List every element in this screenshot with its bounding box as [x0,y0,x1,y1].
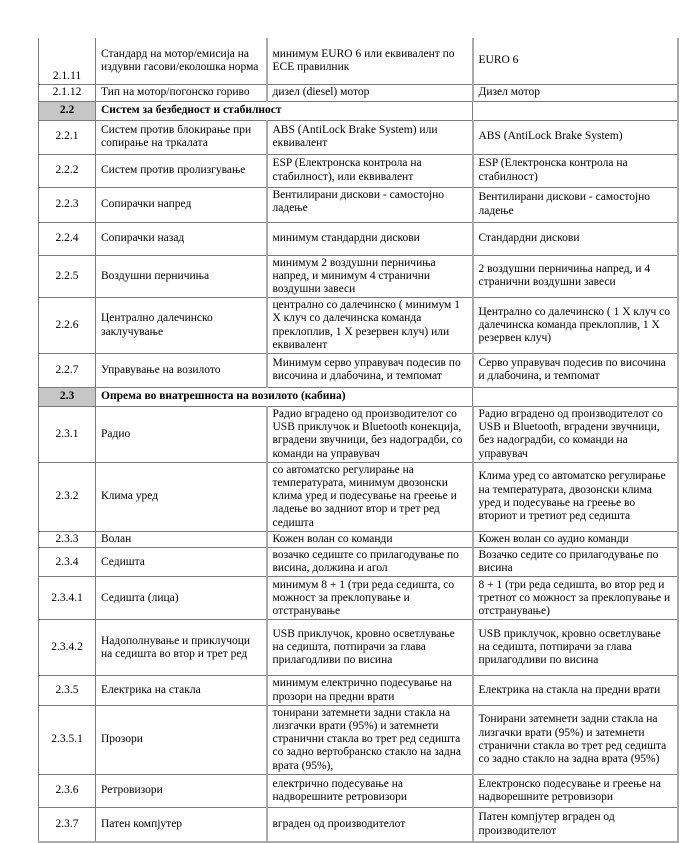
required-spec: електрично подесување на надворешните ретровизори [267,774,473,807]
item-name: Стандард на мотор/емисија на издувни гасови/еколошка норма [96,38,267,84]
table-row [39,547,678,576]
required-spec: ESP (Електронска контрола на стабилност), или еквивалент [267,154,473,187]
item-name: Тип на мотор/погонско гориво [96,84,267,101]
required-spec: Минимум серво управувач подесив по височина и длабочина, и темпомат [267,353,473,387]
offered-spec: ESP (Електронска контрола на стабилност) [473,154,678,187]
item-number: 2.2.2 [39,154,96,187]
item-name: Сопирачки напред [96,187,267,222]
offered-spec: Електрика на стакла на предни врати [473,676,678,705]
required-spec: тонирани затемнети задни стакла на лизгачки врати (95%) и затемнети странични стакла во трет ред седишта со задно вертобранско стакло на задна врата (95%), [267,705,473,774]
section-header-row [39,387,678,406]
table-row [39,38,678,84]
required-spec: вграден од производителот [267,807,473,842]
table-row [39,462,678,531]
required-spec: возачко седиште со прилагодување по висина, должина и агол [267,547,473,576]
document-page [38,38,677,843]
item-number: 2.3.4.2 [39,620,96,676]
section-number: 2.2 [39,101,96,120]
table-row [39,120,678,154]
table-row [39,807,678,842]
offered-spec: 2 воздушни перничиња напред, и 4 странични воздушни завеси [473,255,678,298]
item-name: Надополнување и приклучоци на седишта во втор и трет ред [96,620,267,676]
section-title: Опрема во внатрешноста на возилото (кабина) [96,387,473,406]
item-number: 2.2.7 [39,353,96,387]
item-number: 2.3.1 [39,406,96,462]
item-name: Воздушни перничиња [96,255,267,298]
section-number: 2.3 [39,387,96,406]
item-name: Централно далечинско заклучување [96,298,267,354]
required-spec: Кожен волан со команди [267,531,473,547]
item-number: 2.1.11 [39,38,96,84]
item-name: Систем против пролизгување [96,154,267,187]
table-row [39,620,678,676]
required-spec: минимум 2 воздушни перничиња напред, и минимум 4 странични воздушни завеси [267,255,473,298]
required-spec: Радио вградено од производителот со USB приклучок и Bluetooth конекција, вградени звучници, без надоградби, со команди на управувач [267,406,473,462]
offered-spec: Стандардни дискови [473,222,678,255]
table-row [39,774,678,807]
offered-spec: Радио вградено од производителот со USB и Bluetooth, вградени звучници, без надоградби, со команди на управувач [473,406,678,462]
offered-spec: Патен компјутер вграден од производителот [473,807,678,842]
item-name: Волан [96,531,267,547]
section-empty-cell [473,387,678,406]
item-number: 2.2.4 [39,222,96,255]
item-name: Патен компјутер [96,807,267,842]
item-number: 2.3.4 [39,547,96,576]
item-number: 2.3.6 [39,774,96,807]
item-number: 2.3.4.1 [39,577,96,620]
required-spec: минимум EURO 6 или еквивалент по ECE правилник [267,38,473,84]
section-header-row [39,101,678,120]
table-row [39,154,678,187]
item-name: Седишта [96,547,267,576]
required-spec: минимум електрично подесување на прозори на предни врати [267,676,473,705]
table-row [39,531,678,547]
offered-spec: Дизел мотор [473,84,678,101]
offered-spec: Клима уред со автоматско регулирање на температурата, двозонски клима уред и подесување на греење во вториот и третиот ред седишта [473,462,678,531]
offered-spec: ABS (AntiLock Brake System) [473,120,678,154]
offered-spec: Електронско подесување и греење на надворешните ретровизори [473,774,678,807]
required-spec: USB приклучок, кровно осветлување на седишта, потпирачи за глава прилагодливи по висина [267,620,473,676]
item-number: 2.3.2 [39,462,96,531]
item-number: 2.3.7 [39,807,96,842]
specification-table [38,38,679,843]
offered-spec: EURO 6 [473,38,678,84]
required-spec: Вентилирани дискови - самостојно ладење [267,187,473,222]
table-row [39,298,678,354]
offered-spec: 8 + 1 (три реда седишта, во втор ред и третнот со можност за преклопување и отстранување) [473,577,678,620]
item-name: Систем против блокирање при сопирање на тркалата [96,120,267,154]
section-title: Систем за безбедност и стабилност [96,101,473,120]
required-spec: централно со далечинско ( минимум 1 X клуч со далечинска команда преклоплив, 1 X резервен клуч) или еквивалент [267,298,473,354]
item-name: Радио [96,406,267,462]
item-number: 2.3.3 [39,531,96,547]
item-name: Седишта (лица) [96,577,267,620]
table-row [39,676,678,705]
required-spec: со автоматско регулирање на температурата, минимум двозонски клима уред и подесување на греење и ладење во задниот втор и трет ред седишта [267,462,473,531]
section-empty-cell [473,101,678,120]
offered-spec: USB приклучок, кровно осветлување на седишта, потпирачи за глава прилагодливи по висина [473,620,678,676]
item-number: 2.2.6 [39,298,96,354]
required-spec: минимум стандардни дискови [267,222,473,255]
offered-spec: Вентилирани дискови - самостојно ладење [473,187,678,222]
table-row [39,84,678,101]
offered-spec: Кожен волан со аудио команди [473,531,678,547]
table-row [39,187,678,222]
table-row [39,705,678,774]
item-number: 2.2.1 [39,120,96,154]
item-name: Клима уред [96,462,267,531]
table-row [39,222,678,255]
item-number: 2.2.3 [39,187,96,222]
table-row [39,255,678,298]
item-number: 2.1.12 [39,84,96,101]
offered-spec: Серво управувач подесив по височина и длабочина, и темпомат [473,353,678,387]
offered-spec: Централно со далечинско ( 1 X клуч со далечинска команда преклоплив, 1 X резервен клуч) [473,298,678,354]
item-number: 2.3.5 [39,676,96,705]
table-row [39,406,678,462]
item-number: 2.3.5.1 [39,705,96,774]
table-row [39,577,678,620]
required-spec: ABS (AntiLock Brake System) или еквивалент [267,120,473,154]
offered-spec: Возачко седите со прилагодување по висина [473,547,678,576]
offered-spec: Тонирани затемнети задни стакла на лизгачки врати (95%) и затемнети странични стакла во трет ред седишта со задно стакло на задна врата (95%) [473,705,678,774]
item-name: Ретровизори [96,774,267,807]
item-name: Управување на возилото [96,353,267,387]
item-number: 2.2.5 [39,255,96,298]
table-row [39,353,678,387]
item-name: Електрика на стакла [96,676,267,705]
required-spec: дизел (diesel) мотор [267,84,473,101]
required-spec: минимум 8 + 1 (три реда седишта, со можност за преклопување и отстранување [267,577,473,620]
item-name: Сопирачки назад [96,222,267,255]
item-name: Прозори [96,705,267,774]
